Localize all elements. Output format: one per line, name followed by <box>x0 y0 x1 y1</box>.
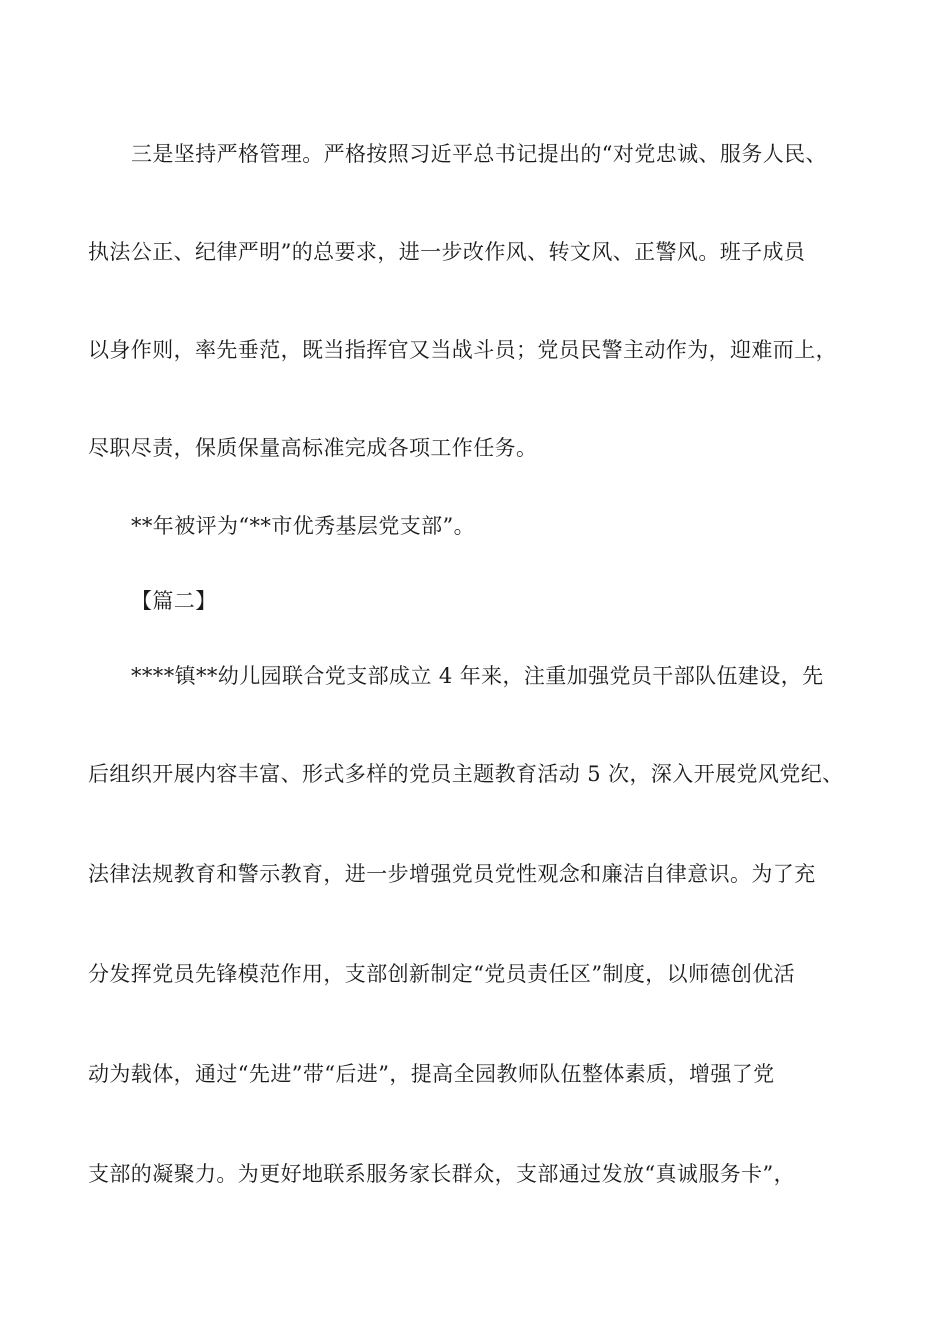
paragraph-line: 分发挥党员先锋模范作用，支部创新制定“党员责任区”制度，以师德创优活 <box>88 962 796 986</box>
paragraph-line: 支部的凝聚力。为更好地联系服务家长群众，支部通过发放“真诚服务卡”， <box>88 1162 796 1186</box>
paragraph-line: 执法公正、纪律严明”的总要求，进一步改作风、转文风、正警风。班子成员 <box>88 240 806 264</box>
paragraph-line: 以身作则，率先垂范，既当指挥官又当战斗员；党员民警主动作为，迎难而上， <box>88 338 837 362</box>
paragraph-line: 法律法规教育和警示教育，进一步增强党员党性观念和廉洁自律意识。为了充 <box>88 862 816 886</box>
paragraph-line: ****镇**幼儿园联合党支部成立 4 年来，注重加强党员干部队伍建设，先 <box>131 664 824 688</box>
paragraph-line: **年被评为“**市优秀基层党支部”。 <box>131 514 476 538</box>
paragraph-line: 动为载体，通过“先进”带“后进”，提高全园教师队伍整体素质，增强了党 <box>88 1062 775 1086</box>
paragraph-line: 三是坚持严格管理。严格按照习近平总书记提出的“对党忠诚、服务人民、 <box>131 142 827 166</box>
section-heading: 【篇二】 <box>131 589 217 613</box>
paragraph-line: 后组织开展内容丰富、形式多样的党员主题教育活动 5 次，深入开展党风党纪、 <box>88 762 844 786</box>
paragraph-line: 尽职尽责，保质保量高标准完成各项工作任务。 <box>88 436 538 460</box>
